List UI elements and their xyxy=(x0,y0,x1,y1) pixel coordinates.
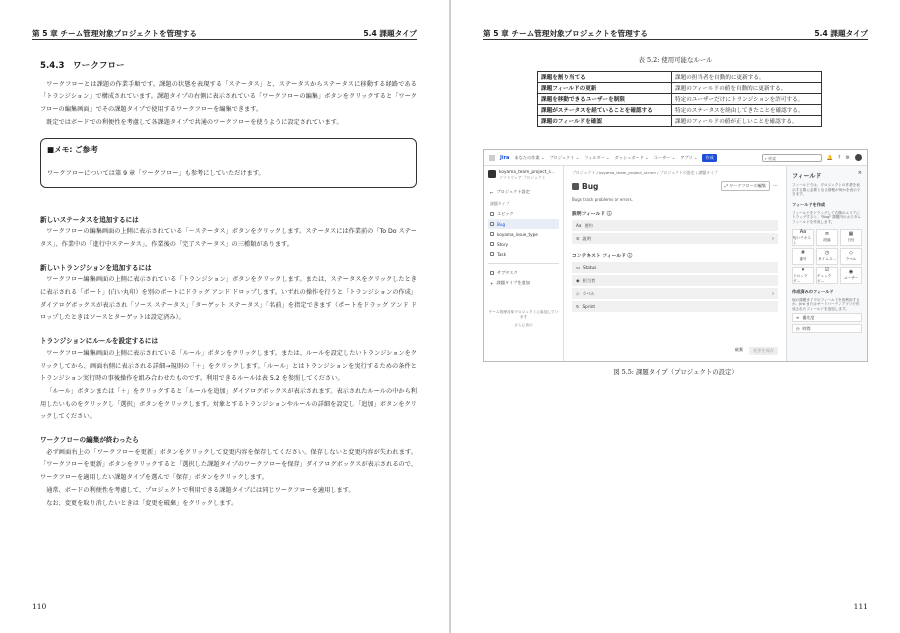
running-head-section: 5.4 課題タイプ xyxy=(814,29,868,38)
more-icon[interactable]: ⋯ xyxy=(773,183,778,189)
checkbox-icon: ☑ xyxy=(824,266,830,273)
project-name: koyama_team_project_s... xyxy=(499,170,555,175)
section-heading: 5.4.3 ワークフロー xyxy=(40,61,125,71)
field-label: Sprint xyxy=(582,304,596,309)
sidebar-footer-link[interactable]: さらに表示 xyxy=(514,323,533,327)
field-status[interactable] xyxy=(572,262,778,273)
status-icon: ▭ xyxy=(576,265,580,270)
clock-icon: ◷ xyxy=(824,250,830,257)
jira-topbar xyxy=(484,150,867,166)
existing-field-time[interactable] xyxy=(792,324,862,333)
bug-icon xyxy=(490,222,494,226)
running-head-section: 5.4 課題タイプ xyxy=(363,29,417,38)
sidebar-item-label: koyama_issue_type xyxy=(497,231,538,237)
notification-icon[interactable]: 🔔 xyxy=(826,154,833,161)
subsection-heading: 新しいトランジションを追加するには xyxy=(40,263,152,272)
head-rule xyxy=(32,39,417,40)
rule-name: 課題を割り当てる xyxy=(538,72,672,83)
sidebar-item-custom-type[interactable] xyxy=(488,229,559,239)
sidebar-item-project-settings[interactable] xyxy=(488,187,559,197)
sprint-icon: ↻ xyxy=(576,304,580,309)
chevron-right-icon[interactable]: › xyxy=(772,235,774,242)
field-labels[interactable] xyxy=(572,288,778,299)
memo-body: ワークフローについては第 9 章「ワークフロー」も参考にしていただけます。 xyxy=(47,169,265,177)
sidebar-item-epic[interactable] xyxy=(488,209,559,219)
back-arrow-icon: ← xyxy=(490,189,494,195)
paragraph-icon: ≡ xyxy=(576,236,580,241)
field-tiles xyxy=(792,229,862,284)
story-icon xyxy=(490,242,494,246)
nav-people[interactable]: ユーザー ⌄ xyxy=(653,154,676,160)
tag-icon: ◇ xyxy=(576,291,580,296)
rule-name: 課題がステータスを経ていることを確認する xyxy=(538,105,672,116)
create-field-description: フィールドをドラッグして右側のエリアにドラッグすると、"Bug" 課題内のカスタムフィールドを作成します。 xyxy=(792,210,861,224)
project-type: ソフトウェア プロジェクト xyxy=(499,175,546,180)
rule-description: 課題のフィールドの値が正しいことを確認する。 xyxy=(672,116,822,127)
running-head-right xyxy=(483,25,868,39)
main-footer xyxy=(735,347,778,355)
subtask-icon xyxy=(490,271,494,275)
sidebar-item-subtask[interactable] xyxy=(488,268,559,278)
jira-logo[interactable]: Jira xyxy=(500,154,510,161)
running-head-chapter: 第 5 章 チーム管理対象プロジェクトを管理する xyxy=(483,29,648,38)
fields-panel xyxy=(786,166,867,361)
figure-caption: 図 5.5: 課題タイプ（プロジェクトの設定） xyxy=(613,368,738,376)
field-label: 説明 xyxy=(582,235,591,241)
left-content xyxy=(40,60,417,510)
plus-icon: + xyxy=(490,280,494,286)
paragraph: ワークフローとは課題の作業手順です。課題の状態を表現する「ステータス」と、ステータスからステータスに移動する経路である「トランジション」で構成されています。課題タイプの右側に表示されている「ワークフローの編集」ボタンをクリックすると「ワークフローの編集画面」でその課題タイプで使用するワークフローを編集できます。 xyxy=(40,80,417,114)
save-button[interactable]: 変更を保存 xyxy=(749,347,778,355)
sidebar-item-label: Bug xyxy=(497,221,506,227)
tile-paragraph[interactable] xyxy=(816,229,838,246)
memo-heading: ■メモ: ご参考 xyxy=(47,144,98,154)
project-icon xyxy=(488,170,496,178)
sidebar-item-label: 課題タイプを追加 xyxy=(496,280,530,285)
existing-fields-description: 他の課題タイプのフィールドを再利用するか、Jira またはサードパーティアプリで作成されたフィールドを追加します。 xyxy=(792,297,860,311)
add-issue-type-button[interactable] xyxy=(488,278,559,288)
paragraph: ワークフロー編集画面の上側に表示されている「ルール」ボタンをクリックします。または、ルールを設定したいトランジションをクリックしてから、画面右側に表示される詳細→規則の「＋」をクリックします。「ルール」とはトランジションを実行するための条件とトランジション実行時の事後操作を組み合わせたものです。利用できるルールは表 5.2 を参照してください。 xyxy=(40,349,417,383)
sidebar-item-label: プロジェクト設定 xyxy=(496,189,530,194)
tile-dropdown[interactable] xyxy=(792,267,814,284)
epic-icon xyxy=(490,212,494,216)
subsection-heading: ワークフローの編集が終わったら xyxy=(40,436,139,445)
field-description[interactable] xyxy=(572,233,778,244)
sidebar-footer: チーム管理対象プロジェクトに参加しています xyxy=(488,310,559,319)
tile-user[interactable] xyxy=(840,267,862,284)
title-row xyxy=(572,181,778,191)
settings-icon[interactable]: ⚙ xyxy=(845,154,850,161)
rule-name: 課題フィールドの更新 xyxy=(538,83,672,94)
field-sprint[interactable] xyxy=(572,301,778,312)
nav-filters[interactable]: フィルター ⌄ xyxy=(584,154,610,160)
nav-projects[interactable]: プロジェクト ⌄ xyxy=(549,154,580,160)
tile-labels[interactable] xyxy=(840,248,862,265)
breadcrumb[interactable]: プロジェクト / koyama_team_project_scrum / プロジェクトの設定 / 課題タイプ xyxy=(572,170,718,175)
calendar-icon: ▦ xyxy=(848,231,854,238)
chevron-right-icon[interactable]: › xyxy=(772,290,774,297)
running-head-chapter: 第 5 章 チーム管理対象プロジェクトを管理する xyxy=(32,29,197,38)
sidebar-item-label: Story xyxy=(497,241,509,247)
field-label: 優先度 xyxy=(802,314,815,320)
paragraph: ワークフロー編集画面の上側に表示されている「トランジション」ボタンをクリックします。または、ステータスをクリックしたときに表示される「ポート」(白い丸印）を別のポートにドラッグ アンド ドロップします。いずれの操作を行うと「トランジションの作成」ダイアログボックスが表示され「ソース ステータス」「ターゲット ステータス」「名前」を指定できます（ポートをドラッグ アンド ドロップしたときはソースとターゲットは設定済み）。 xyxy=(40,276,417,322)
tile-label: ユーザー xyxy=(843,276,859,281)
field-label: 担当者 xyxy=(582,277,596,283)
tile-label: チェックボ... xyxy=(817,273,832,283)
bug-icon xyxy=(572,183,579,190)
description-fields-heading xyxy=(572,210,778,217)
info-icon[interactable]: ⓘ xyxy=(606,212,612,217)
sidebar-item-bug[interactable] xyxy=(488,219,559,229)
page-number-left: 110 xyxy=(32,602,47,611)
rule-description: 課題のフィールドの値を自動的に更新する。 xyxy=(672,83,822,94)
tile-short-text[interactable] xyxy=(792,229,814,246)
panel-description: フィールドでは、プロジェクトの作業を表示する際に必要となる情報が何かを表示できます。 xyxy=(792,183,861,197)
priority-icon: ≡ xyxy=(796,315,800,321)
sidebar-item-label: エピック xyxy=(497,211,514,216)
user-icon: ◉ xyxy=(576,278,580,283)
avatar[interactable] xyxy=(855,154,862,161)
subsection-heading: トランジションにルールを設定するには xyxy=(40,337,159,346)
user-icon: ◉ xyxy=(848,269,854,276)
nav-your-work[interactable]: あなたの作業 ⌄ xyxy=(514,154,545,160)
running-head-left xyxy=(32,25,417,39)
paragraph: なお、変更を取り消したいときは「変更を破棄」をクリックします。 xyxy=(46,499,238,507)
right-page xyxy=(451,0,900,633)
jira-main xyxy=(564,166,786,361)
sidebar-item-story[interactable] xyxy=(488,239,559,249)
field-summary[interactable] xyxy=(572,220,778,231)
table-caption: 表 5.2: 使用可能なルール xyxy=(638,56,713,64)
edit-workflow-label: ワークフローの編集 xyxy=(729,183,766,188)
page-number-right: 111 xyxy=(853,602,868,611)
rule-name: 課題を移動できるユーザーを制限 xyxy=(538,94,672,105)
number-icon: # xyxy=(800,250,806,257)
tile-label: 短いテキスト xyxy=(793,235,811,245)
text-field-icon: Aa xyxy=(799,228,807,235)
search-placeholder: 検索 xyxy=(768,155,777,161)
memo-box xyxy=(40,138,417,188)
sidebar-project[interactable] xyxy=(488,170,559,181)
issue-type-description[interactable]: Bugs track problems or errors. xyxy=(572,197,633,202)
divider xyxy=(488,263,559,264)
tile-label: ドロップダ... xyxy=(793,273,808,283)
paragraph: 「ルール」ボタンまたは「＋」をクリックすると「ルールを追加」ダイアログボックスが表示されます。表示されたルールの中から利用したいものをクリックし「選択」ボタンをクリックします。対象とするトランジションやルールの詳細を設定し「追加」ボタンをクリックしてください。 xyxy=(40,387,417,421)
table-row xyxy=(538,72,822,83)
tile-label: ラベル xyxy=(845,257,857,262)
discard-button[interactable]: 破棄 xyxy=(734,347,744,352)
tile-checkbox[interactable] xyxy=(816,267,838,284)
tag-icon: ◇ xyxy=(849,250,853,257)
tile-label: 番号 xyxy=(799,257,807,262)
sidebar-section-label: 課題タイプ xyxy=(490,201,510,206)
left-page xyxy=(0,0,449,633)
tile-date[interactable] xyxy=(840,229,862,246)
nav-apps[interactable]: アプリ ⌄ xyxy=(680,154,698,160)
rule-description: 課題の担当者を自動的に更新する。 xyxy=(672,72,822,83)
context-fields-heading xyxy=(572,252,778,259)
rule-name: 課題のフィールドを確認 xyxy=(538,116,672,127)
subsection-heading: 新しいステータスを追加するには xyxy=(40,215,139,224)
paragraph: 通常、ボードの利便性を考慮して、プロジェクトで利用できる課題タイプには同じワークフローを適用します。 xyxy=(46,486,355,494)
paragraph: 必ず画面右上の「ワークフローを更新」ボタンをクリックして変更内容を保存してください。保存しないと変更内容が失われます。「ワークフローを更新」ボタンをクリックすると「選択した課題タイプのワークフローを保存」ダイアログボックスが表示されるので、ワークフローを適用したい課題タイプを選んで「保存」ボタンをクリックします。 xyxy=(40,448,417,482)
tile-label: 段落 xyxy=(823,238,831,243)
table-row xyxy=(538,83,822,94)
jira-sidebar xyxy=(484,166,564,361)
panel-title: フィールド xyxy=(792,173,822,180)
task-icon xyxy=(490,252,494,256)
app-switcher-icon[interactable] xyxy=(489,155,495,161)
tile-label: 日付 xyxy=(847,238,855,243)
tile-timestamp[interactable] xyxy=(816,248,838,265)
nav-dashboards[interactable]: ダッシュボード ⌄ xyxy=(614,154,649,160)
search-input[interactable]: ⌕ 検索 xyxy=(762,154,822,162)
field-label: 時間 xyxy=(802,325,811,331)
paragraph: ワークフローの編集画面の上側に表示されている「〜ステータス」ボタンをクリックします。ステータスには作業前の「To Do ステータス」、作業中の「進行中ステータス」、作業後の「完了ステータス」の三種類があります。 xyxy=(40,228,417,248)
jira-screenshot xyxy=(483,149,868,362)
create-button[interactable]: 作成 xyxy=(702,154,716,162)
edit-workflow-button[interactable]: ⤢ ワークフローの編集 xyxy=(721,181,770,191)
field-label: 要約 xyxy=(584,222,593,228)
paragraph: 既定ではボードでの利便性を考慮して各課題タイプで共通のワークフローを使うように設定されています。 xyxy=(46,118,343,126)
info-icon[interactable]: ⓘ xyxy=(627,254,633,259)
field-assignee[interactable] xyxy=(572,275,778,286)
paragraph-icon: ≡ xyxy=(824,231,830,238)
tile-number[interactable] xyxy=(792,248,814,265)
heading-label: 説明フィールド xyxy=(572,212,606,217)
page-title[interactable]: Bug xyxy=(582,181,599,191)
rule-description: 特定のユーザーだけにトランジションを許可する。 xyxy=(672,94,822,105)
existing-fields-heading: 作成済みのフィールド xyxy=(792,288,834,294)
text-field-icon: Aa xyxy=(576,223,582,228)
clock-icon: ◷ xyxy=(796,326,800,332)
table-row xyxy=(538,94,822,105)
help-icon[interactable]: ? xyxy=(837,154,841,161)
close-icon[interactable]: × xyxy=(857,170,862,176)
sidebar-item-task[interactable] xyxy=(488,249,559,259)
tile-label: タイムス... xyxy=(818,257,836,262)
rules-table xyxy=(537,71,822,127)
sidebar-item-label: サブタスク xyxy=(497,270,518,275)
table-row xyxy=(538,116,822,127)
field-label: Status xyxy=(582,265,597,270)
existing-field-priority[interactable] xyxy=(792,313,862,322)
issue-type-icon xyxy=(490,232,494,236)
field-label: ラベル xyxy=(582,290,595,296)
create-field-heading: フィールドを作成 xyxy=(792,201,826,207)
heading-label: コンテキスト フィールド xyxy=(572,254,626,259)
head-rule xyxy=(483,39,868,40)
sidebar-item-label: Task xyxy=(497,251,507,257)
dropdown-icon: ▾ xyxy=(801,266,805,273)
rule-description: 特定のステータスを経由してきたことを確認する。 xyxy=(672,105,822,116)
table-row xyxy=(538,105,822,116)
